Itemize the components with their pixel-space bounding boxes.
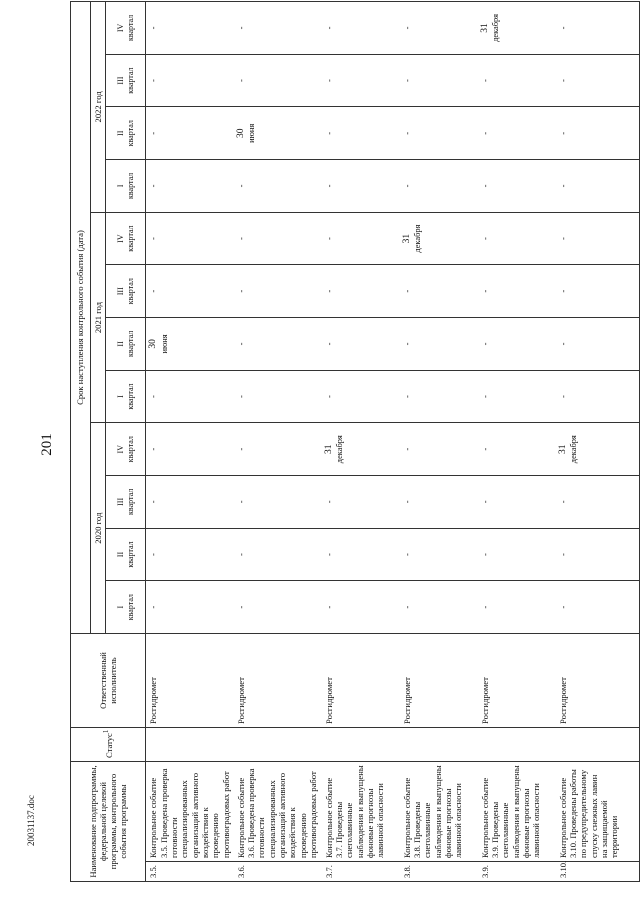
quarter-cell (478, 265, 556, 318)
empty-dash: - (148, 26, 159, 30)
deadline-month: июня (159, 334, 169, 354)
executor: Росгидромет (322, 634, 400, 728)
empty-dash: - (479, 342, 490, 346)
empty-dash: - (557, 553, 568, 556)
quarter-cell (478, 476, 556, 529)
quarter-cell (234, 2, 322, 55)
header-quarter (106, 107, 146, 160)
event-name: Контрольное событие 3.10. Проведены работы по предупредительному спуску снежных лавин на защищаемой территории (556, 762, 640, 862)
deadline-month: декабря (413, 224, 423, 253)
header-quarter (106, 423, 146, 476)
quarter-cell (400, 2, 478, 55)
doc-file-name: 20031137.doc (26, 795, 36, 846)
empty-dash: - (235, 289, 246, 293)
empty-dash: - (557, 395, 568, 398)
quarter-cell (478, 370, 556, 423)
header-quarter (106, 265, 146, 318)
quarter-cell (322, 265, 400, 318)
event-status (478, 728, 556, 762)
quarter-number: IV (116, 23, 126, 33)
quarter-cell (400, 581, 478, 634)
quarter-cell (322, 160, 400, 213)
empty-dash: - (557, 79, 568, 83)
empty-dash: - (148, 79, 159, 83)
header-quarter (106, 54, 146, 107)
deadline-day: 30 (235, 128, 246, 139)
event-name: Контрольное событие 3.8. Проведены снеголавинные наблюдения и выпущены фоновые прогнозы лавинной опасности (400, 762, 478, 862)
empty-dash: - (479, 79, 490, 83)
empty-dash: - (401, 342, 412, 346)
empty-dash: - (479, 395, 490, 398)
quarter-cell (478, 2, 556, 55)
quarter-cell (322, 528, 400, 581)
row-number: 3.8. (400, 862, 478, 882)
quarter-cell (146, 2, 234, 55)
header-executor: Ответственный исполнитель (71, 634, 146, 728)
empty-dash: - (235, 237, 246, 241)
quarter-word: квартал (125, 120, 135, 147)
quarter-number: I (116, 184, 126, 188)
quarter-word: квартал (125, 383, 135, 410)
quarter-cell (478, 160, 556, 213)
quarter-cell (478, 423, 556, 476)
empty-dash: - (557, 605, 568, 609)
event-status (400, 728, 478, 762)
empty-dash: - (323, 500, 334, 504)
empty-dash: - (401, 184, 412, 188)
row-number: 3.9. (478, 862, 556, 882)
quarter-cell (146, 212, 234, 265)
event-name: Контрольное событие 3.7. Проведены снеголавинные наблюдения и выпущены фоновые прогнозы лавинной опасности (322, 762, 400, 862)
header-year: 2021 год (91, 212, 106, 423)
quarter-cell (556, 265, 640, 318)
event-status (322, 728, 400, 762)
event-status (146, 728, 234, 762)
quarter-cell (146, 476, 234, 529)
row-number: 3.7. (322, 862, 400, 882)
empty-dash: - (235, 605, 246, 609)
table-row (556, 2, 640, 882)
quarter-number: IV (116, 444, 126, 454)
executor: Росгидромет (146, 634, 234, 728)
empty-dash: - (235, 184, 246, 188)
quarter-cell (322, 581, 400, 634)
quarter-word: квартал (125, 172, 135, 200)
quarter-word: квартал (125, 278, 135, 305)
header-quarter (106, 318, 146, 371)
empty-dash: - (557, 289, 568, 293)
deadline-day: 30 (148, 339, 159, 349)
quarter-cell (322, 212, 400, 265)
quarter-cell (400, 423, 478, 476)
empty-dash: - (401, 447, 412, 451)
quarter-cell (234, 581, 322, 634)
quarter-cell (400, 160, 478, 213)
empty-dash: - (148, 131, 159, 135)
empty-dash: - (323, 342, 334, 346)
deadline-month: декабря (491, 13, 501, 42)
quarter-cell (400, 528, 478, 581)
empty-dash: - (323, 79, 334, 83)
empty-dash: - (557, 131, 568, 135)
quarter-word: квартал (125, 488, 135, 515)
table-row (400, 2, 478, 882)
quarter-cell (146, 423, 234, 476)
quarter-cell (146, 265, 234, 318)
quarter-cell (322, 318, 400, 371)
empty-dash: - (235, 500, 246, 504)
executor: Росгидромет (400, 634, 478, 728)
quarter-cell (322, 107, 400, 160)
quarter-cell (478, 581, 556, 634)
table-header (71, 2, 146, 882)
empty-dash: - (401, 500, 412, 504)
empty-dash: - (401, 395, 412, 398)
quarter-cell (234, 528, 322, 581)
executor: Росгидромет (478, 634, 556, 728)
quarter-word: квартал (125, 541, 135, 568)
quarter-cell (556, 476, 640, 529)
quarter-word: квартал (125, 436, 135, 463)
empty-dash: - (148, 184, 159, 188)
quarter-cell (556, 107, 640, 160)
header-status: Статус$^1$ (71, 728, 146, 762)
deadline-month: декабря (335, 435, 345, 464)
quarter-cell (234, 160, 322, 213)
executor: Росгидромет (556, 634, 640, 728)
empty-dash: - (148, 553, 159, 556)
header-year: 2022 год (91, 2, 106, 213)
empty-dash: - (479, 500, 490, 504)
header-quarter (106, 528, 146, 581)
page-number: 201 (38, 433, 55, 456)
deadline-month: декабря (569, 435, 579, 464)
quarter-cell (234, 265, 322, 318)
empty-dash: - (148, 237, 159, 241)
quarter-number: I (116, 605, 126, 609)
row-number: 3.6. (234, 862, 322, 882)
quarter-cell (322, 370, 400, 423)
header-quarter (106, 581, 146, 634)
empty-dash: - (235, 79, 246, 83)
quarter-cell (234, 370, 322, 423)
empty-dash: - (401, 26, 412, 30)
quarter-word: квартал (125, 594, 135, 621)
quarter-number: III (116, 287, 126, 296)
quarter-cell (556, 581, 640, 634)
empty-dash: - (401, 605, 412, 609)
quarter-cell (146, 370, 234, 423)
empty-dash: - (401, 289, 412, 293)
quarter-number: IV (116, 234, 126, 243)
empty-dash: - (479, 131, 490, 135)
empty-dash: - (235, 553, 246, 556)
empty-dash: - (323, 605, 334, 609)
empty-dash: - (323, 26, 334, 30)
executor: Росгидромет (234, 634, 322, 728)
empty-dash: - (479, 184, 490, 188)
header-quarter (106, 476, 146, 529)
table-row (478, 2, 556, 882)
event-status (234, 728, 322, 762)
table-row (322, 2, 400, 882)
quarter-cell (322, 2, 400, 55)
empty-dash: - (557, 237, 568, 241)
quarter-word: квартал (125, 14, 135, 42)
header-name: Наименование подпрограммы, федеральной целевой программы, контрольного события программы (71, 762, 146, 882)
deadline-day: 31 (323, 444, 334, 454)
empty-dash: - (235, 395, 246, 398)
header-quarter (106, 212, 146, 265)
empty-dash: - (401, 79, 412, 83)
empty-dash: - (148, 447, 159, 451)
empty-dash: - (323, 184, 334, 188)
quarter-cell (146, 54, 234, 107)
quarter-cell (146, 581, 234, 634)
quarter-number: II (116, 341, 126, 347)
deadline-month: июня (247, 123, 257, 143)
empty-dash: - (148, 395, 159, 398)
row-number: 3.10. (556, 862, 640, 882)
quarter-cell (400, 476, 478, 529)
empty-dash: - (235, 342, 246, 346)
empty-dash: - (479, 605, 490, 609)
quarter-cell (400, 370, 478, 423)
empty-dash: - (479, 447, 490, 451)
quarter-cell (478, 528, 556, 581)
quarter-number: II (116, 130, 126, 136)
quarter-cell (478, 107, 556, 160)
quarter-cell (400, 212, 478, 265)
quarter-cell (146, 318, 234, 371)
quarter-cell (234, 107, 322, 160)
event-status (556, 728, 640, 762)
empty-dash: - (401, 131, 412, 135)
empty-dash: - (479, 237, 490, 241)
quarter-cell (146, 160, 234, 213)
quarter-cell (400, 265, 478, 318)
deadline-day: 31 (557, 444, 568, 454)
quarter-cell (556, 2, 640, 55)
quarter-cell (400, 54, 478, 107)
quarter-number: II (116, 551, 126, 558)
empty-dash: - (323, 131, 334, 135)
quarter-cell (400, 318, 478, 371)
quarter-word: квартал (125, 225, 135, 252)
empty-dash: - (323, 553, 334, 556)
empty-dash: - (557, 342, 568, 346)
quarter-word: квартал (125, 67, 135, 94)
header-quarter (106, 160, 146, 213)
event-name: Контрольное событие 3.9. Проведены снеголавинные наблюдения и выпущены фоновые прогнозы лавинной опасности (478, 762, 556, 862)
quarter-cell (234, 318, 322, 371)
empty-dash: - (323, 237, 334, 241)
header-year: 2020 год (91, 423, 106, 634)
empty-dash: - (323, 395, 334, 398)
quarter-cell (556, 528, 640, 581)
empty-dash: - (479, 289, 490, 293)
empty-dash: - (557, 26, 568, 30)
quarter-cell (146, 528, 234, 581)
quarter-cell (556, 370, 640, 423)
empty-dash: - (148, 605, 159, 609)
quarter-cell (322, 476, 400, 529)
quarter-number: I (116, 395, 126, 398)
deadline-day: 31 (401, 233, 412, 244)
event-name: Контрольное событие 3.6. Проведена проверка готовности специализированных организаций активного воздействия к проведению противоградовых работ (234, 762, 322, 862)
table-body (146, 2, 640, 882)
quarter-cell (556, 54, 640, 107)
quarter-cell (234, 212, 322, 265)
quarter-number: III (116, 76, 126, 85)
quarter-cell (478, 54, 556, 107)
quarter-cell (146, 107, 234, 160)
quarter-word: квартал (125, 330, 135, 357)
quarter-cell (234, 423, 322, 476)
empty-dash: - (323, 289, 334, 293)
empty-dash: - (148, 289, 159, 293)
empty-dash: - (479, 553, 490, 556)
empty-dash: - (235, 26, 246, 30)
empty-dash: - (235, 447, 246, 451)
empty-dash: - (148, 500, 159, 504)
header-quarter (106, 2, 146, 55)
control-events-table (70, 1, 640, 882)
empty-dash: - (557, 500, 568, 504)
quarter-cell (234, 476, 322, 529)
quarter-cell (400, 107, 478, 160)
quarter-cell (234, 54, 322, 107)
header-deadline: Срок наступления контрольного события (дата) (71, 2, 91, 634)
header-quarter (106, 370, 146, 423)
deadline-day: 31 (479, 23, 490, 33)
quarter-cell (478, 212, 556, 265)
quarter-cell (556, 160, 640, 213)
event-name: Контрольное событие 3.5. Проведена проверка готовности специализированных организаций активного воздействия к проведению противоградовых работ (146, 762, 234, 862)
table-row (146, 2, 234, 882)
quarter-cell (322, 54, 400, 107)
row-number: 3.5. (146, 862, 234, 882)
quarter-number: III (116, 497, 126, 506)
quarter-cell (478, 318, 556, 371)
table-row (234, 2, 322, 882)
empty-dash: - (401, 553, 412, 556)
control-events-sheet (70, 2, 630, 882)
quarter-cell (322, 423, 400, 476)
quarter-cell (556, 423, 640, 476)
quarter-cell (556, 318, 640, 371)
empty-dash: - (557, 184, 568, 188)
quarter-cell (556, 212, 640, 265)
